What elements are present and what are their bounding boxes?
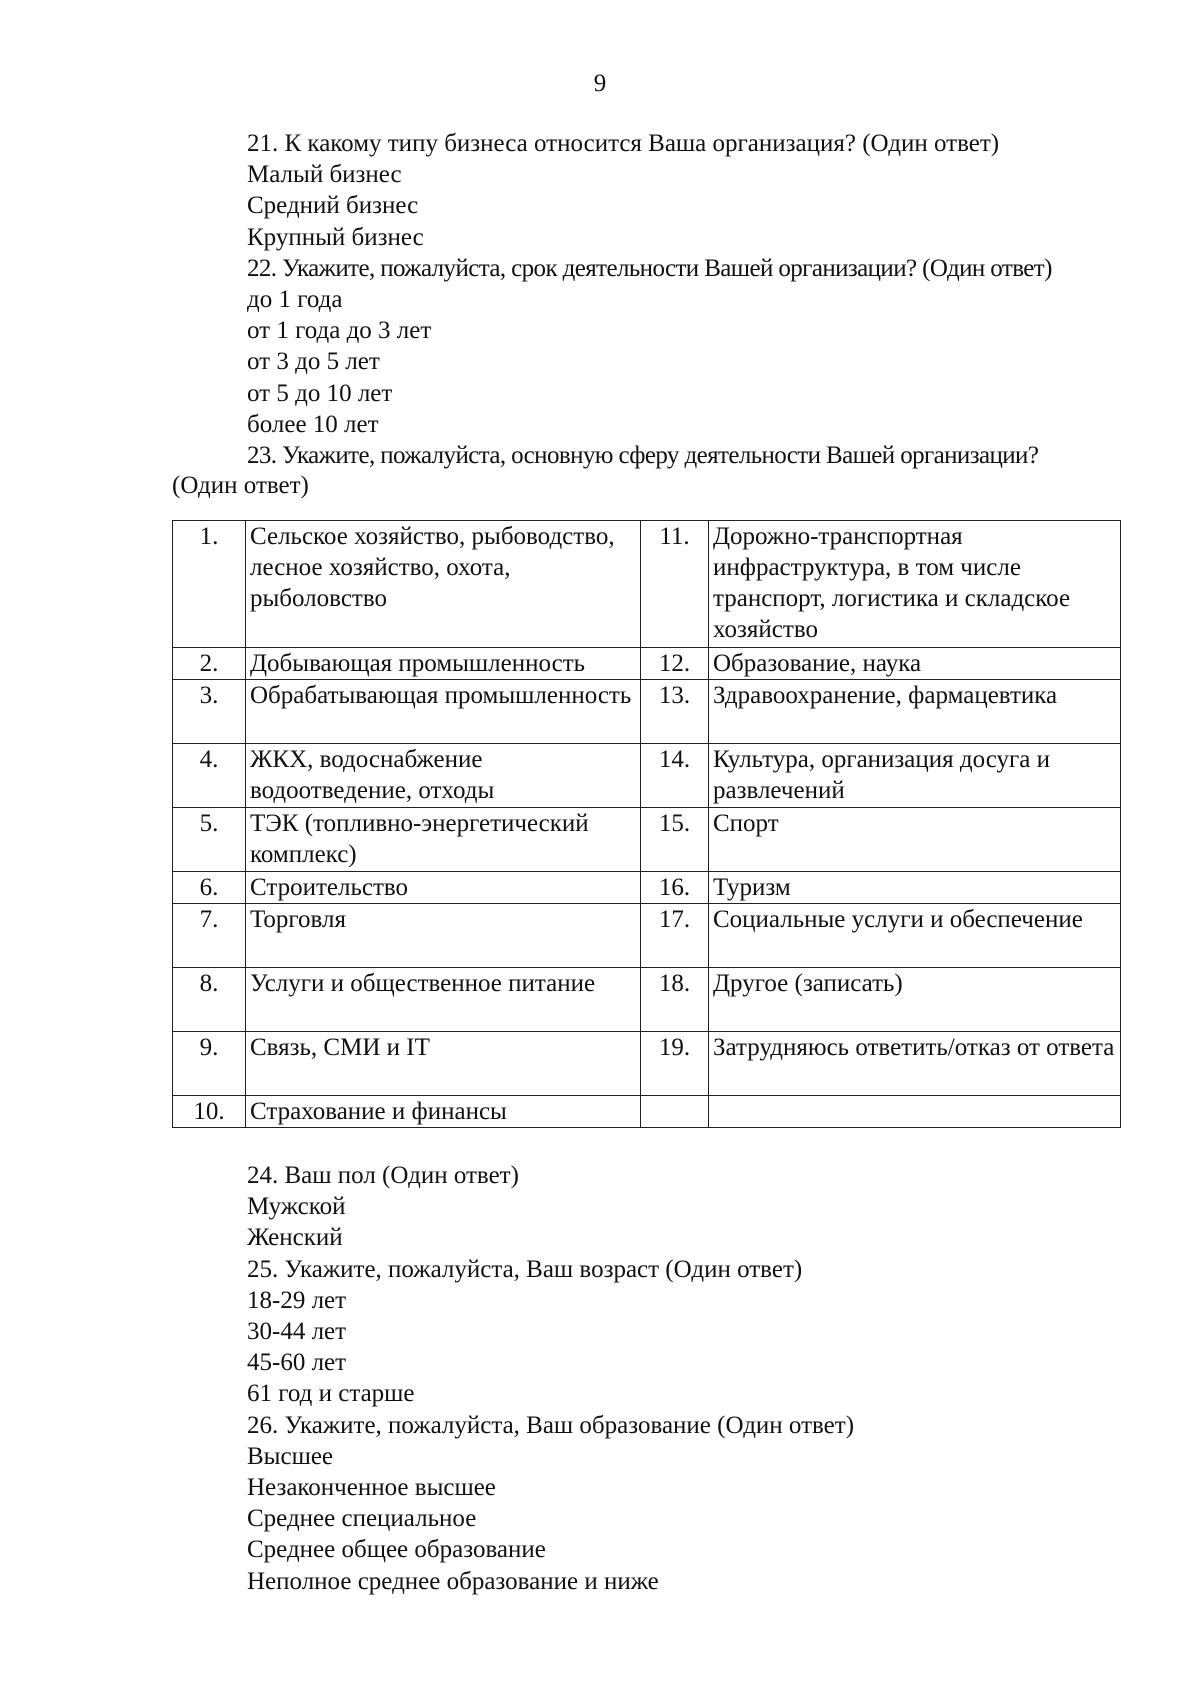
table-cell-number: 7. <box>173 904 246 968</box>
question-23-note: (Один ответ) <box>172 472 309 499</box>
table-cell-number: 2. <box>173 648 246 680</box>
answer-option: Средний бизнес <box>247 192 419 220</box>
table-cell-text: Дорожно-транспортная инфраструктура, в том числе транспорт, логистика и складское хозяйство <box>709 521 1121 648</box>
answer-option: Незаконченное высшее <box>247 1474 496 1502</box>
table-cell-number: 13. <box>641 680 709 744</box>
table-cell-number: 1. <box>173 521 246 648</box>
table-cell-text: Торговля <box>246 904 641 968</box>
table-cell-number: 3. <box>173 680 246 744</box>
table-cell-text: Страхование и финансы <box>246 1096 641 1128</box>
table-cell-number: 8. <box>173 968 246 1032</box>
table-cell-number: 10. <box>173 1096 246 1128</box>
page-number: 9 <box>593 70 607 97</box>
table-cell-text <box>709 1096 1121 1128</box>
answer-option: Малый бизнес <box>247 161 402 189</box>
question-25: 25. Укажите, пожалуйста, Ваш возраст (Один ответ) <box>247 1255 803 1283</box>
table-row <box>173 968 1121 1032</box>
table-cell-number <box>641 1096 709 1128</box>
table-cell-text: Строительство <box>246 872 641 904</box>
table-cell-number: 19. <box>641 1032 709 1096</box>
answer-option: Мужской <box>247 1193 346 1221</box>
answer-option: от 3 до 5 лет <box>247 348 380 376</box>
question-21: 21. К какому типу бизнеса относится Ваша организация? (Один ответ) <box>247 130 1000 157</box>
answer-option: Крупный бизнес <box>247 223 424 251</box>
table-row <box>173 1032 1121 1096</box>
table-cell-number: 15. <box>641 808 709 872</box>
answer-option: 18-29 лет <box>247 1286 347 1314</box>
table-cell-text: Туризм <box>709 872 1121 904</box>
table-cell-number: 11. <box>641 521 709 648</box>
table-cell-number: 12. <box>641 648 709 680</box>
table-row <box>173 808 1121 872</box>
table-row <box>173 680 1121 744</box>
answer-option: Высшее <box>247 1442 334 1470</box>
table-row <box>173 904 1121 968</box>
answer-option: 45-60 лет <box>247 1349 347 1377</box>
activity-spheres-table <box>172 520 1121 1128</box>
table-row <box>173 744 1121 808</box>
table-row <box>173 648 1121 680</box>
table-cell-text: ЖКХ, водоснабжение водоотведение, отходы <box>246 744 641 808</box>
answer-option: до 1 года <box>247 286 343 314</box>
table-cell-text: Услуги и общественное питание <box>246 968 641 1032</box>
table-cell-text: Спорт <box>709 808 1121 872</box>
answer-option: Среднее специальное <box>247 1505 477 1533</box>
table-cell-text: Обрабатывающая промышленность <box>246 680 641 744</box>
table-cell-number: 4. <box>173 744 246 808</box>
table-cell-text: ТЭК (топливно-энергетический комплекс) <box>246 808 641 872</box>
table-cell-text: Социальные услуги и обеспечение <box>709 904 1121 968</box>
table-cell-number: 18. <box>641 968 709 1032</box>
table-cell-text: Сельское хозяйство, рыбоводство, лесное хозяйство, охота, рыболовство <box>246 521 641 648</box>
table-row <box>173 1096 1121 1128</box>
answer-option: 30-44 лет <box>247 1318 347 1346</box>
answer-option: Неполное среднее образование и ниже <box>247 1567 659 1595</box>
question-22: 22. Укажите, пожалуйста, срок деятельности Вашей организации? (Один ответ) <box>247 254 1052 282</box>
table-cell-number: 17. <box>641 904 709 968</box>
answer-option: Женский <box>247 1224 343 1252</box>
answer-option: более 10 лет <box>247 410 379 438</box>
table-cell-number: 5. <box>173 808 246 872</box>
question-23: 23. Укажите, пожалуйста, основную сферу деятельности Вашей организации? <box>247 442 1039 469</box>
table-cell-number: 9. <box>173 1032 246 1096</box>
table-cell-number: 14. <box>641 744 709 808</box>
table-cell-text: Здравоохранение, фармацевтика <box>709 680 1121 744</box>
question-26: 26. Укажите, пожалуйста, Ваш образование (Один ответ) <box>247 1411 855 1439</box>
table-row <box>173 521 1121 648</box>
answer-option: от 1 года до 3 лет <box>247 317 432 345</box>
question-24: 24. Ваш пол (Один ответ) <box>247 1162 519 1189</box>
questions-24-26 <box>247 1160 854 1597</box>
answer-option: от 5 до 10 лет <box>247 379 393 407</box>
table-cell-number: 16. <box>641 872 709 904</box>
table-cell-text: Образование, наука <box>709 648 1121 680</box>
table-cell-text: Культура, организация досуга и развлечений <box>709 744 1121 808</box>
table-cell-number: 6. <box>173 872 246 904</box>
questions-21-22 <box>247 128 1052 440</box>
answer-option: 61 год и старше <box>247 1380 415 1408</box>
table-cell-text: Другое (записать) <box>709 968 1121 1032</box>
table-cell-text: Связь, СМИ и IT <box>246 1032 641 1096</box>
answer-option: Среднее общее образование <box>247 1536 546 1564</box>
table-cell-text: Добывающая промышленность <box>246 648 641 680</box>
table-cell-text: Затрудняюсь ответить/отказ от ответа <box>709 1032 1121 1096</box>
table-row <box>173 872 1121 904</box>
